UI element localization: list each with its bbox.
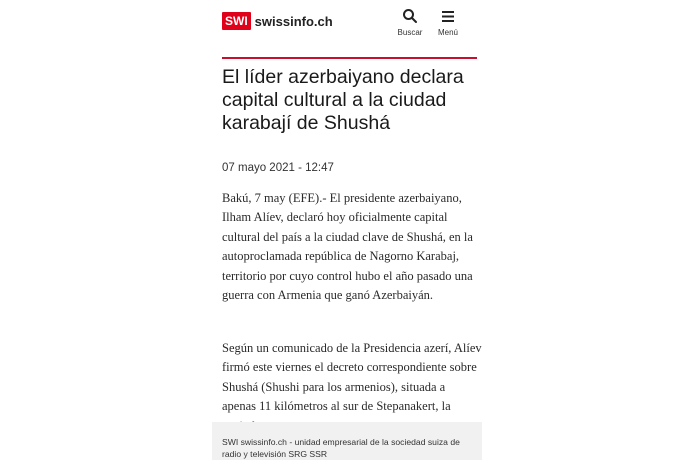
article-paragraph: Bakú, 7 may (EFE).- El presidente azerbaiyano, Ilham Alíev, declaró hoy oficialmente capital cultural del país a la ciudad clave de Shushá, en la autoproclamada república de Nagorno Karabaj, territorio por cuyo control hubo el año pasado una guerra con Armenia que ganó Azerbaiyán.	[222, 191, 473, 303]
article-date: 07 mayo 2021 - 12:47	[222, 162, 334, 174]
hamburger-menu-icon	[440, 8, 456, 24]
site-footer	[212, 422, 482, 460]
search-icon	[402, 8, 418, 24]
header-divider	[222, 57, 477, 59]
logo-badge: SWI	[222, 12, 251, 30]
search-label: Buscar	[397, 28, 423, 37]
article-title: El líder azerbaiyano declara capital cultural a la ciudad karabají de Shushá	[222, 66, 464, 134]
logo-text: swissinfo.ch	[254, 13, 333, 29]
menu-label: Menú	[437, 28, 458, 37]
article-paragraph: Según un comunicado de la Presidencia azerí, Alíev firmó este viernes el decreto correspondiente sobre Shushá (Shushi para los armenios), situada a apenas 11 kilómetros al sur de Stepanakert, la	[222, 341, 482, 414]
mobile-page	[212, 0, 482, 460]
site-header	[212, 0, 482, 56]
swissinfo-logo[interactable]	[222, 12, 333, 30]
footer-text: SWI swissinfo.ch - unidad empresarial de la sociedad suiza de radio y televisión SRG SSR	[222, 437, 460, 459]
menu-button[interactable]	[432, 8, 464, 40]
search-button[interactable]	[394, 8, 426, 40]
